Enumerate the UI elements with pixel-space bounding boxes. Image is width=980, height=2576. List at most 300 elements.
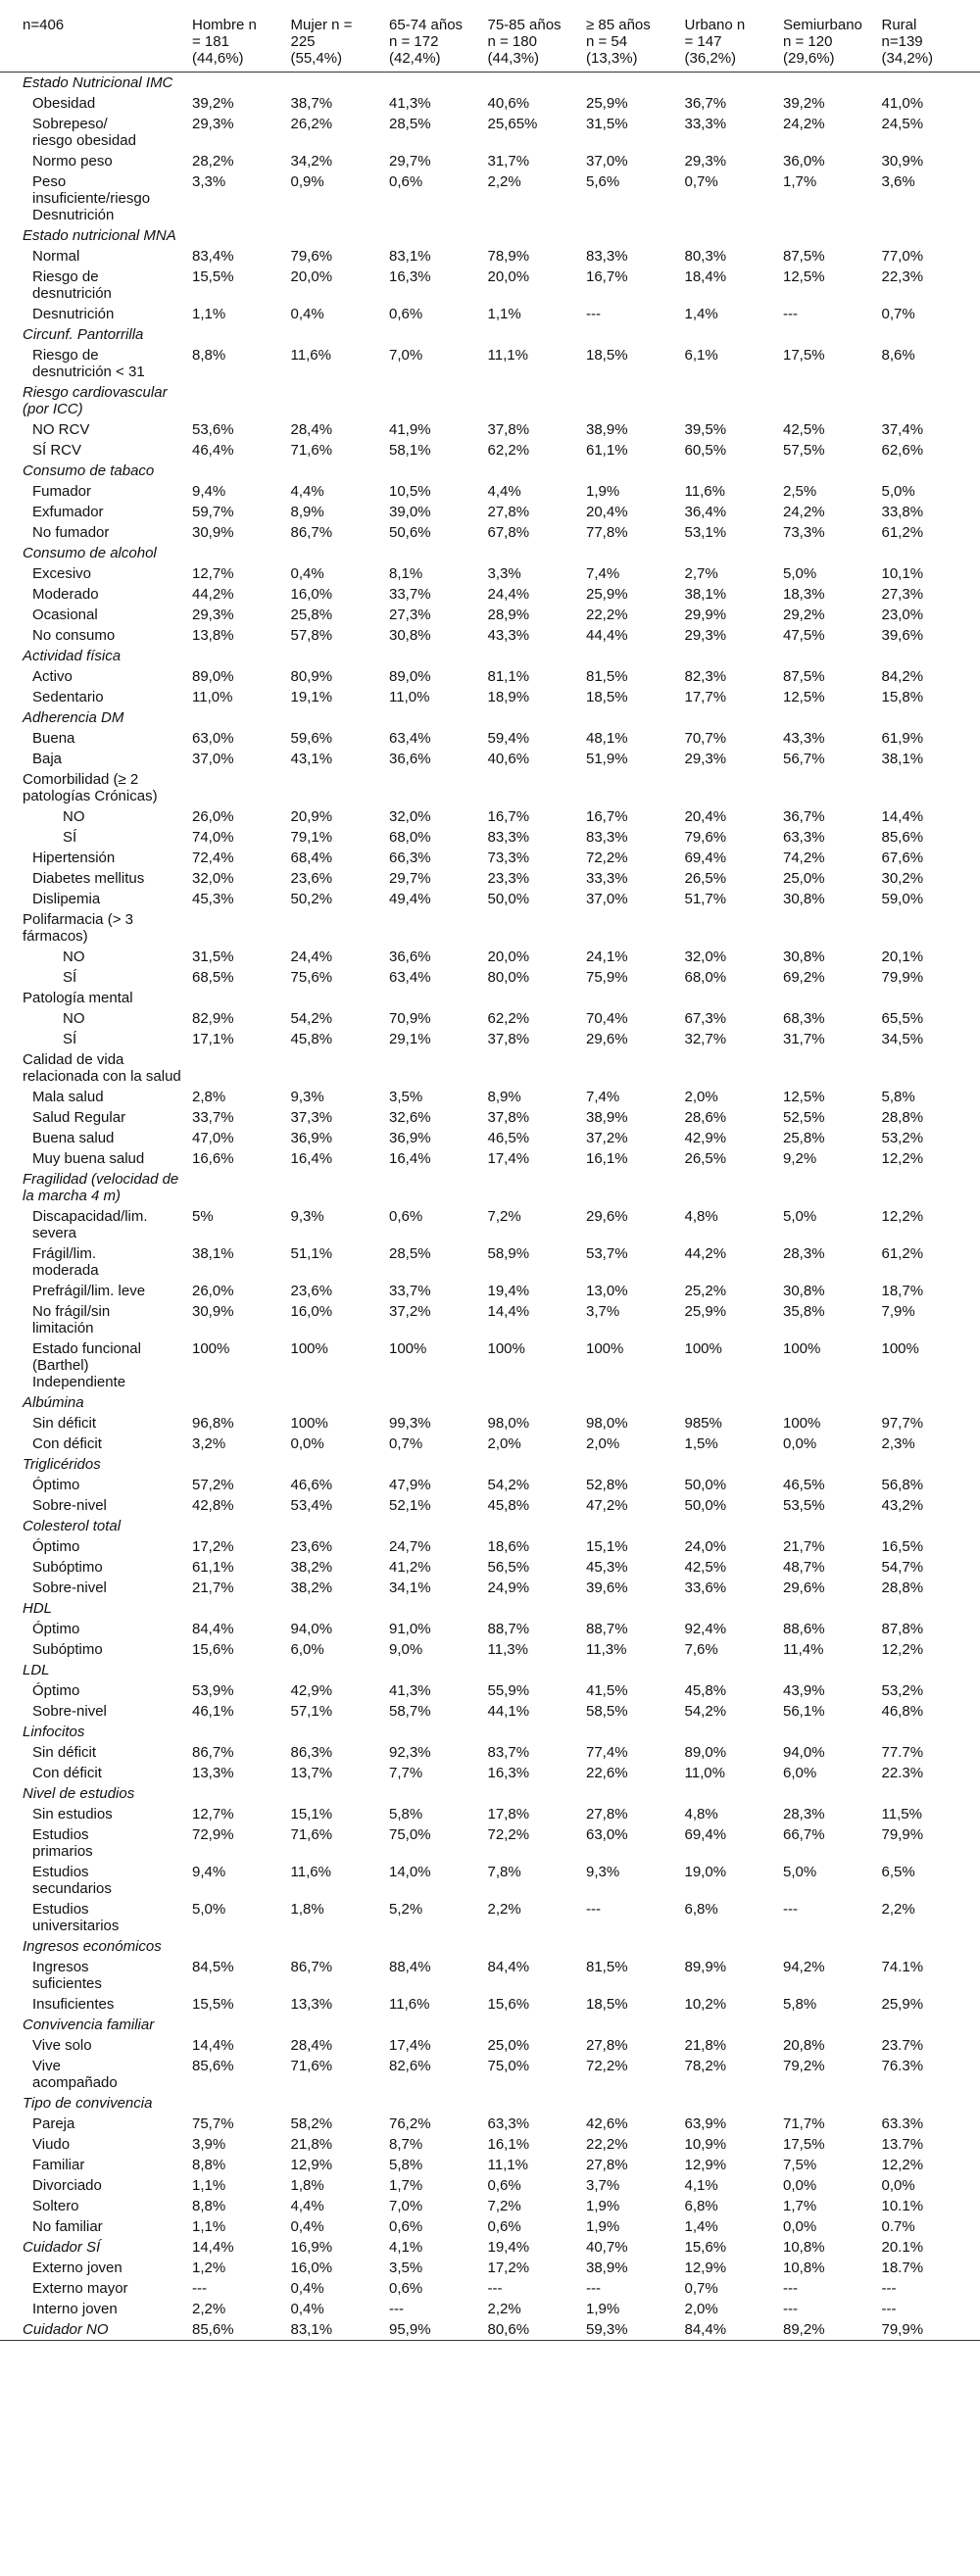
cell-value: 31,7% <box>487 153 530 170</box>
cell-value <box>882 461 980 481</box>
cell-value: 0,0% <box>783 2177 817 2194</box>
cell-value: 29,7% <box>389 870 431 887</box>
cell-value <box>783 2093 882 2114</box>
cell-value: 3,3% <box>487 565 521 582</box>
row-label: NO <box>63 948 85 965</box>
row-label: Viudo <box>32 2136 71 2153</box>
cell-value <box>488 988 587 1008</box>
cell-value: 29,7% <box>389 153 431 170</box>
row-label: Sobre-nivel <box>32 1703 107 1720</box>
cell-value <box>882 2015 980 2035</box>
cell-value: 39,0% <box>389 504 431 520</box>
cell-value: 24,4% <box>290 948 333 965</box>
cell-value: 28,3% <box>783 1806 825 1823</box>
cell-value: 62,2% <box>487 1010 530 1027</box>
cell-value: 8,8% <box>192 2198 226 2214</box>
cell-value: 29,9% <box>684 607 727 623</box>
cell-value: 11,3% <box>586 1641 627 1658</box>
cell-value <box>586 2093 685 2114</box>
cell-value: 57,2% <box>192 1477 234 1493</box>
cell-value: 7,2% <box>487 1208 521 1225</box>
cell-value: 29,3% <box>192 607 234 623</box>
cell-value: 52,8% <box>586 1477 628 1493</box>
cell-value: 5,2% <box>389 1901 423 1918</box>
cell-value: 28,8% <box>881 1580 924 1596</box>
cell-value <box>488 1660 587 1680</box>
cell-value <box>291 707 390 728</box>
cell-value: 30,9% <box>192 524 234 541</box>
cell-value: 63,4% <box>389 969 431 986</box>
cell-value: 100% <box>881 1340 919 1357</box>
table-row <box>0 1148 980 1169</box>
cell-value: 14,4% <box>192 2239 234 2256</box>
cell-value: 42,8% <box>192 1497 234 1514</box>
section-row <box>0 2319 980 2341</box>
table-row <box>0 246 980 267</box>
cell-value: 18,6% <box>487 1538 530 1555</box>
cell-value: 1,1% <box>192 2218 226 2235</box>
cell-value: 4,4% <box>290 483 324 500</box>
cell-value: 27,8% <box>586 2157 628 2173</box>
cell-value: 30,9% <box>192 1303 234 1320</box>
cell-value: 13,8% <box>192 627 234 644</box>
cell-value: 11,0% <box>192 689 233 705</box>
cell-value <box>488 1169 587 1206</box>
section-label: Actividad física <box>23 648 122 664</box>
cell-value: 8,1% <box>389 565 423 582</box>
cell-value <box>389 461 488 481</box>
cell-value: 58,5% <box>586 1703 628 1720</box>
cell-value: 12,9% <box>290 2157 333 2173</box>
cell-value: 18,5% <box>586 347 628 364</box>
cell-value <box>685 2093 784 2114</box>
cell-value: 29,6% <box>586 1031 628 1047</box>
cell-value <box>882 646 980 666</box>
section-row <box>0 1049 980 1087</box>
cell-value <box>389 1049 488 1087</box>
cell-value: 25,9% <box>586 586 628 603</box>
table-row <box>0 1862 980 1899</box>
row-label: Sobre-nivel <box>32 1497 107 1514</box>
cell-value <box>685 646 784 666</box>
section-label: Colesterol total <box>23 1518 122 1534</box>
cell-value: 15,6% <box>684 2239 727 2256</box>
section-row <box>0 707 980 728</box>
row-label: Vive acompañado <box>32 2058 118 2091</box>
section-row <box>0 1392 980 1413</box>
cell-value: 53,9% <box>192 1682 234 1699</box>
cell-value: 11,5% <box>881 1806 922 1823</box>
table-row <box>0 806 980 827</box>
cell-value <box>192 1049 291 1087</box>
cell-value <box>389 1454 488 1475</box>
cell-value: 80,6% <box>487 2321 530 2338</box>
cell-value: 1,7% <box>389 2177 423 2194</box>
cell-value <box>291 988 390 1008</box>
cell-value <box>192 1722 291 1742</box>
cell-value: 16,0% <box>290 1303 333 1320</box>
cell-value: 0,7% <box>684 173 718 190</box>
cell-value: 68,5% <box>192 969 234 986</box>
cell-value: 38,9% <box>586 2260 628 2276</box>
row-label: Sin estudios <box>32 1806 113 1823</box>
cell-value: 10.1% <box>881 2198 924 2214</box>
cell-value: 77,8% <box>586 524 628 541</box>
table-row <box>0 440 980 461</box>
cell-value: 66,7% <box>783 1826 825 1843</box>
row-label: Peso insuficiente/riesgo Desnutrición <box>32 173 151 223</box>
cell-value: 69,4% <box>684 850 727 866</box>
cell-value <box>488 1722 587 1742</box>
section-row <box>0 988 980 1008</box>
cell-value: 7,6% <box>684 1641 718 1658</box>
table-row <box>0 1206 980 1243</box>
cell-value <box>783 1936 882 1957</box>
cell-value: 29,1% <box>389 1031 431 1047</box>
cell-value <box>192 461 291 481</box>
cell-value: 39,6% <box>586 1580 628 1596</box>
header-col-urbano: Urbano n = 147 (36,2%) <box>684 17 746 67</box>
cell-value: 15,1% <box>290 1806 333 1823</box>
cell-value <box>192 382 291 419</box>
cell-value: 56,7% <box>783 751 825 767</box>
cell-value: 25,8% <box>783 1130 825 1146</box>
cell-value: 57,1% <box>290 1703 333 1720</box>
row-label: Dislipemia <box>32 891 101 907</box>
cell-value <box>192 543 291 563</box>
cell-value: 77.7% <box>881 1744 924 1761</box>
table-row <box>0 267 980 304</box>
cell-value: 18.7% <box>881 2260 924 2276</box>
cell-value: 33,8% <box>881 504 924 520</box>
cell-value: 4,4% <box>487 483 521 500</box>
cell-value: 70,9% <box>389 1010 431 1027</box>
cell-value: 1,9% <box>586 2198 620 2214</box>
cell-value: 94,0% <box>783 1744 825 1761</box>
cell-value: 40,6% <box>487 95 530 112</box>
cell-value: 85,6% <box>881 829 924 846</box>
table-row <box>0 2216 980 2237</box>
cell-value: 13,7% <box>290 1765 333 1781</box>
cell-value <box>783 1392 882 1413</box>
cell-value: 83,3% <box>586 248 628 265</box>
cell-value: 32,6% <box>389 1109 431 1126</box>
cell-value: 78,9% <box>487 248 530 265</box>
cell-value: 30,9% <box>881 153 924 170</box>
cell-value: 37,2% <box>586 1130 628 1146</box>
section-row <box>0 769 980 806</box>
cell-value: 75,6% <box>290 969 333 986</box>
cell-value: 13,3% <box>290 1996 333 2013</box>
row-label: Moderado <box>32 586 99 603</box>
section-row <box>0 1598 980 1619</box>
cell-value: 7,4% <box>586 565 620 582</box>
cell-value: 14,4% <box>881 808 924 825</box>
cell-value: 0,4% <box>290 565 324 582</box>
cell-value: 6,0% <box>290 1641 324 1658</box>
cell-value: 0,6% <box>487 2177 521 2194</box>
cell-value: 5,0% <box>783 565 817 582</box>
header-col-semiurbano: Semiurbano n = 120 (29,6%) <box>783 17 862 67</box>
cell-value: 10,1% <box>881 565 924 582</box>
cell-value <box>389 324 488 345</box>
cell-value <box>291 1660 390 1680</box>
cell-value: 0,6% <box>389 306 423 322</box>
cell-value <box>389 1936 488 1957</box>
cell-value: 33,6% <box>684 1580 727 1596</box>
cell-value: 41,3% <box>389 95 431 112</box>
cell-value: 44,2% <box>192 586 234 603</box>
cell-value: 53,4% <box>290 1497 333 1514</box>
row-label: No fumador <box>32 524 110 541</box>
row-label: Externo joven <box>32 2260 122 2276</box>
cell-value: 87,8% <box>881 1621 924 1637</box>
cell-value: 8,6% <box>881 347 915 364</box>
cell-value <box>586 1516 685 1536</box>
section-row <box>0 73 980 94</box>
cell-value: --- <box>783 2301 798 2317</box>
cell-value: 58,9% <box>487 1245 530 1262</box>
cell-value: 80,3% <box>684 248 727 265</box>
cell-value: 88,7% <box>586 1621 628 1637</box>
cell-value <box>488 909 587 947</box>
cell-value: 46,6% <box>290 1477 333 1493</box>
cell-value: 80,0% <box>487 969 530 986</box>
cell-value: 59,0% <box>881 891 924 907</box>
cell-value: 65,5% <box>881 1010 924 1027</box>
table-row <box>0 2196 980 2216</box>
cell-value: 45,8% <box>290 1031 333 1047</box>
cell-value: 14,4% <box>487 1303 530 1320</box>
cell-value: 16,0% <box>290 2260 333 2276</box>
cell-value <box>488 1049 587 1087</box>
cell-value: 18,4% <box>684 268 727 285</box>
cell-value: 79,9% <box>881 969 924 986</box>
cell-value <box>488 1936 587 1957</box>
cell-value: 45,8% <box>684 1682 727 1699</box>
cell-value: 85,6% <box>192 2058 234 2074</box>
cell-value <box>783 1454 882 1475</box>
cell-value: 42,5% <box>684 1559 727 1576</box>
cell-value: 38,9% <box>586 421 628 438</box>
cell-value: 12,5% <box>783 268 825 285</box>
table-row <box>0 2056 980 2093</box>
cell-value <box>192 1169 291 1206</box>
cell-value: 100% <box>290 1415 328 1432</box>
cell-value: 39,2% <box>192 95 234 112</box>
cell-value: 10,8% <box>783 2260 825 2276</box>
cell-value: 42,5% <box>783 421 825 438</box>
header-col-mujer: Mujer n = 225 (55,4%) <box>290 17 353 67</box>
cell-value: 83,7% <box>487 1744 530 1761</box>
cell-value: 5% <box>192 1208 214 1225</box>
cell-value <box>882 1722 980 1742</box>
table-row <box>0 1338 980 1392</box>
cell-value <box>389 1516 488 1536</box>
cell-value: 9,0% <box>389 1641 423 1658</box>
cell-value <box>488 324 587 345</box>
table-row <box>0 1899 980 1936</box>
cell-value: 28,8% <box>881 1109 924 1126</box>
cell-value: 100% <box>290 1340 328 1357</box>
row-label: Riesgo de desnutrición <box>32 268 112 302</box>
cell-value <box>586 988 685 1008</box>
table-row <box>0 1701 980 1722</box>
cell-value <box>586 461 685 481</box>
cell-value: 46,5% <box>487 1130 530 1146</box>
cell-value: 72,2% <box>586 850 628 866</box>
table-row <box>0 151 980 171</box>
cell-value: 1,4% <box>684 306 718 322</box>
cell-value: 89,0% <box>192 668 234 685</box>
cell-value: 985% <box>684 1415 722 1432</box>
row-label: Pareja <box>32 2115 75 2132</box>
cell-value <box>291 1169 390 1206</box>
cell-value: 15,5% <box>192 268 234 285</box>
row-label: Divorciado <box>32 2177 102 2194</box>
cell-value <box>291 1936 390 1957</box>
row-label: Estudios primarios <box>32 1826 93 1860</box>
cell-value: 22,2% <box>586 607 628 623</box>
cell-value: 38,7% <box>290 95 333 112</box>
cell-value: 50,0% <box>684 1497 727 1514</box>
cell-value: 17,7% <box>684 689 727 705</box>
cell-value: 42,9% <box>290 1682 333 1699</box>
header-col-65-74: 65-74 años n = 172 (42,4%) <box>389 17 464 67</box>
cell-value: 6,5% <box>881 1864 915 1880</box>
section-row <box>0 543 980 563</box>
cell-value: 50,0% <box>487 891 530 907</box>
cell-value: 67,3% <box>684 1010 727 1027</box>
section-label: Fragilidad (velocidad de la marcha 4 m) <box>23 1171 179 1204</box>
cell-value <box>586 909 685 947</box>
cell-value <box>192 2015 291 2035</box>
cell-value: 38,9% <box>586 1109 628 1126</box>
cell-value: 73,3% <box>487 850 530 866</box>
cell-value: 72,2% <box>487 1826 530 1843</box>
cell-value <box>685 1516 784 1536</box>
cell-value: 28,6% <box>684 1109 727 1126</box>
cell-value: 19,4% <box>487 2239 530 2256</box>
cell-value: 11,0% <box>684 1765 725 1781</box>
section-row <box>0 1454 980 1475</box>
cell-value: 37,8% <box>487 421 530 438</box>
section-label: Circunf. Pantorrilla <box>23 326 144 343</box>
section-row <box>0 1660 980 1680</box>
cell-value: 38,1% <box>684 586 727 603</box>
cell-value <box>783 1783 882 1804</box>
cell-value: 26,0% <box>192 808 234 825</box>
cell-value: 9,4% <box>192 1864 226 1880</box>
cell-value <box>389 543 488 563</box>
cell-value: 71,6% <box>290 2058 333 2074</box>
row-label: Desnutrición <box>32 306 115 322</box>
cell-value: 57,5% <box>783 442 825 459</box>
row-label: SÍ <box>63 969 77 986</box>
cell-value: 52,5% <box>783 1109 825 1126</box>
section-row <box>0 1722 980 1742</box>
cell-value: 89,0% <box>684 1744 727 1761</box>
cell-value: 2,0% <box>684 2301 718 2317</box>
cell-value: 1,5% <box>684 1435 718 1452</box>
cell-value <box>685 2015 784 2035</box>
cell-value: 76,2% <box>389 2115 431 2132</box>
cell-value: 16,7% <box>586 268 628 285</box>
cell-value: 59,4% <box>487 730 530 747</box>
table-row <box>0 1804 980 1824</box>
section-row <box>0 2093 980 2114</box>
cell-value: 11,6% <box>290 1864 331 1880</box>
cell-value: 5,0% <box>881 483 915 500</box>
cell-value: 10,2% <box>684 1996 727 2013</box>
cell-value: 12,2% <box>881 1641 924 1658</box>
cell-value <box>192 1936 291 1957</box>
cell-value <box>783 707 882 728</box>
cell-value: 4,8% <box>684 1208 718 1225</box>
cell-value: 43,3% <box>783 730 825 747</box>
cell-value: 71,7% <box>783 2115 825 2132</box>
cell-value: 15,8% <box>881 689 924 705</box>
cell-value: 0,4% <box>290 2301 324 2317</box>
cell-value: 25,8% <box>290 607 333 623</box>
cell-value: 96,8% <box>192 1415 234 1432</box>
cell-value: 40,6% <box>487 751 530 767</box>
section-row <box>0 461 980 481</box>
cell-value: 98,0% <box>586 1415 628 1432</box>
cell-value: 33,3% <box>586 870 628 887</box>
cell-value <box>291 225 390 246</box>
cell-value: 7,2% <box>487 2198 521 2214</box>
table-row <box>0 1008 980 1029</box>
cell-value: 25,0% <box>487 2037 530 2054</box>
cell-value: 23.7% <box>881 2037 924 2054</box>
cell-value: 97,7% <box>881 1415 924 1432</box>
cell-value: 29,6% <box>783 1580 825 1596</box>
header-first: n=406 <box>23 17 65 33</box>
cell-value: 8,9% <box>290 504 324 520</box>
cell-value: 31,5% <box>192 948 234 965</box>
cell-value: 18,5% <box>586 1996 628 2013</box>
cell-value: 87,5% <box>783 668 825 685</box>
cell-value: 3,7% <box>586 2177 620 2194</box>
cell-value: 89,0% <box>389 668 431 685</box>
cell-value: 36,6% <box>389 948 431 965</box>
cell-value: 38,1% <box>881 751 924 767</box>
cell-value <box>389 382 488 419</box>
cell-value <box>291 1516 390 1536</box>
cell-value <box>882 1516 980 1536</box>
cell-value: 34,1% <box>389 1580 431 1596</box>
cell-value <box>389 1783 488 1804</box>
cell-value: 94,2% <box>783 1959 825 1975</box>
table-row <box>0 947 980 967</box>
cell-value <box>882 1169 980 1206</box>
cell-value: 44,1% <box>487 1703 530 1720</box>
cell-value: 4,1% <box>684 2177 718 2194</box>
section-label: Convivencia familiar <box>23 2017 155 2033</box>
section-label: Adherencia DM <box>23 709 124 726</box>
row-label: Sedentario <box>32 689 104 705</box>
cell-value: 73,3% <box>783 524 825 541</box>
cell-value: 44,2% <box>684 1245 727 1262</box>
cell-value <box>389 2093 488 2114</box>
cell-value <box>783 1049 882 1087</box>
cell-value: 37,0% <box>192 751 234 767</box>
section-label: Albúmina <box>23 1394 84 1411</box>
cell-value: 41,9% <box>389 421 431 438</box>
cell-value: 7,9% <box>881 1303 915 1320</box>
row-label: Buena salud <box>32 1130 115 1146</box>
